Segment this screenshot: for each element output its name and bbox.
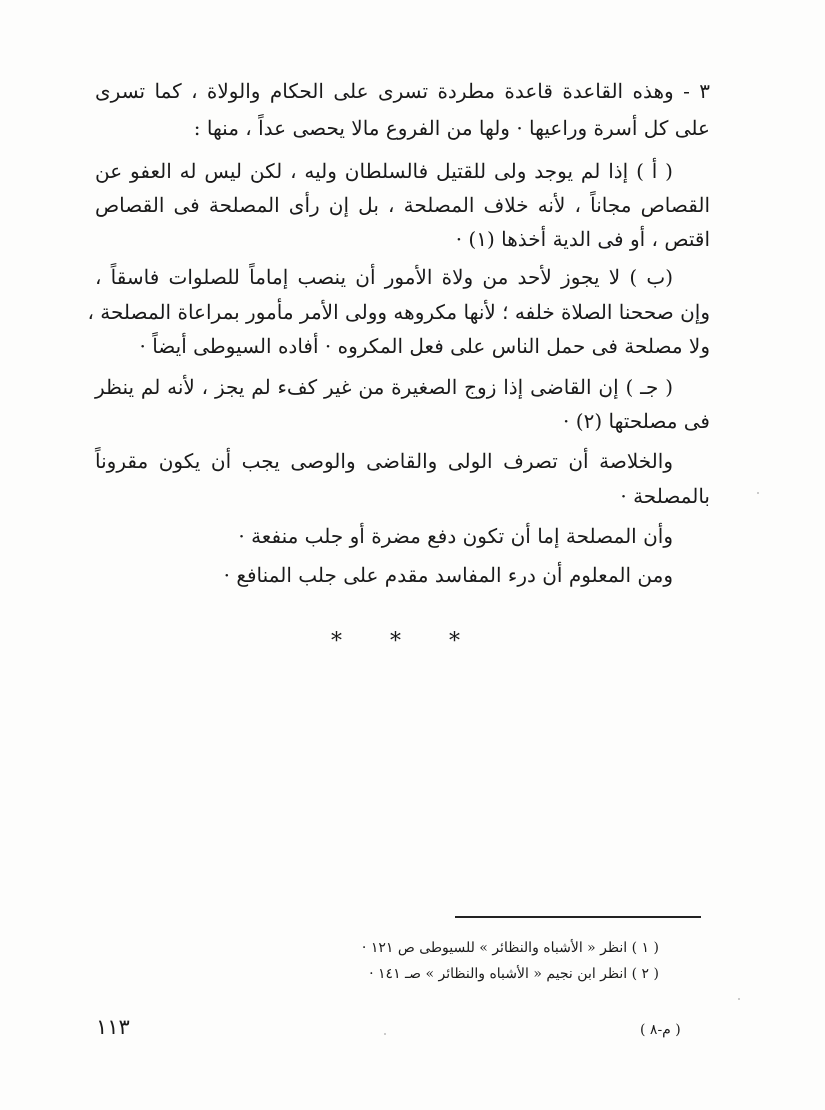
item-b-line-1: (ب ) لا يجوز لأحد من ولاة الأمور أن ينصب إماماً للصلوات فاسقاً ، [95, 265, 673, 289]
footnote-rule [455, 916, 701, 918]
item-a-line-1: ( أ ) إذا لم يوجد ولى للقتيل فالسلطان وليه ، لكن ليس له العفو عن [95, 159, 673, 183]
paragraph-3-line-2: على كل أسرة وراعيها · ولها من الفروع مالا يحصى عداً ، منها : [193, 116, 710, 140]
item-c-line-2: فى مصلحتها (٢) · [563, 409, 710, 433]
conclusion-line-2: بالمصلحة · [620, 484, 710, 508]
paragraph-3-line-1: ٣ - وهذه القاعدة قاعدة مطردة تسرى على الحكام والولاة ، كما تسرى [95, 79, 710, 103]
scan-speck [738, 998, 740, 1000]
separator-star: * [449, 629, 460, 654]
scan-speck [384, 1033, 386, 1035]
conclusion-line-1: والخلاصة أن تصرف الولى والقاضى والوصى يجب أن يكون مقروناً [95, 449, 673, 473]
conclusion-line-4: ومن المعلوم أن درء المفاسد مقدم على جلب المنافع · [223, 563, 673, 587]
signature-mark: ( م-٨ ) [640, 1022, 681, 1038]
conclusion-line-3: وأن المصلحة إما أن تكون دفع مضرة أو جلب منفعة · [238, 524, 673, 548]
item-a-line-3: اقتص ، أو فى الدية أخذها (١) · [455, 227, 710, 251]
item-b-line-2: وإن صححنا الصلاة خلفه ؛ لأنها مكروهه وولى الأمر مأمور بمراعاة المصلحة ، [87, 300, 710, 324]
footnote-2: ( ٢ ) انظر ابن نجيم « الأشباه والنظائر » صـ ١٤١ · [369, 966, 659, 982]
footnote-1: ( ١ ) انظر « الأشباه والنظائر » للسيوطى ص ١٢١ · [361, 940, 659, 956]
separator-star: * [331, 629, 342, 654]
separator-star: * [390, 629, 401, 654]
scan-speck [757, 492, 759, 494]
item-b-line-3: ولا مصلحة فى حمل الناس على فعل المكروه · أفاده السيوطى أيضاً · [139, 334, 710, 358]
item-a-line-2: القصاص مجاناً ، لأنه خلاف المصلحة ، بل إن رأى المصلحة فى القصاص [95, 193, 710, 217]
section-separator [0, 630, 825, 654]
item-c-line-1: ( جـ ) إن القاضى إذا زوج الصغيرة من غير كفء لم يجز ، لأنه لم ينظر [95, 375, 673, 399]
page-number: ١١٣ [96, 1015, 130, 1039]
